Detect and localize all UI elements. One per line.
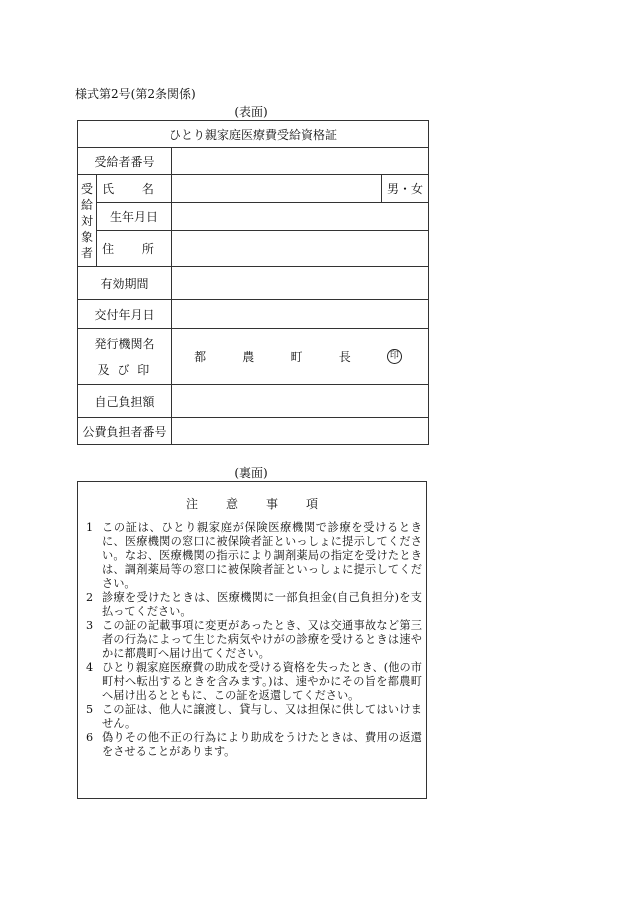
note-item: 6 偽りその他不正の行為により助成をうけたときは、費用の返還をさせることがあります。 <box>86 731 422 758</box>
validity-period-label: 有効期間 <box>78 267 172 300</box>
notes-title: 注 意 事 項 <box>185 497 319 511</box>
eligible-person-label: 受 給 対 象 者 <box>78 175 97 267</box>
address-label: 住 所 <box>97 231 172 267</box>
seal-mark-icon: 印 <box>387 349 402 364</box>
note-item: 4 ひとり親家庭医療費の助成を受ける資格を失ったとき、(他の市町村へ転出するときを含みます。)は、速やかにその旨を都農町へ届け出るとともに、この証を返還してください。 <box>86 661 422 702</box>
note-item: 3 この証の記載事項に変更があったとき、又は交通事故など第三者の行為によって生じた病気やけがの診療を受けるときは速やかに都農町へ届け出てください。 <box>86 619 422 660</box>
note-item: 5 この証は、他人に譲渡し、貸与し、又は担保に供してはいけません。 <box>86 703 422 730</box>
certificate-title: ひとり親家庭医療費受給資格証 <box>78 121 429 148</box>
recipient-number-field <box>172 148 429 175</box>
name-field <box>172 175 382 203</box>
public-payer-number-label: 公費負担者番号 <box>78 418 172 445</box>
validity-period-field <box>172 267 429 300</box>
note-item: 1 この証は、ひとり親家庭が保険医療機関で診療を受けるときに、医療機関の窓口に被保険者証といっしょに提示してください。なお、医療機関の指示により調剤薬局の指定を受けたときは、調剤薬局等の窓口に被保険者証といっしょに提示してください。 <box>86 521 422 590</box>
issuer-seal-field <box>172 329 429 385</box>
notes-list <box>86 521 422 759</box>
issuer-char: 農 <box>242 350 255 364</box>
address-field <box>172 231 429 267</box>
certificate-front-table <box>77 120 429 445</box>
issuer-char: 長 <box>338 350 351 364</box>
note-item: 2 診療を受けたときは、医療機関に一部負担金(自己負担分)を支払ってください。 <box>86 591 422 618</box>
recipient-number-label: 受給者番号 <box>78 148 172 175</box>
issue-date-label: 交付年月日 <box>78 300 172 329</box>
copay-amount-field <box>172 385 429 418</box>
notes-box <box>77 481 427 799</box>
sex-label: 男・女 <box>382 175 429 203</box>
issuer-label: 発行機関名 及 び 印 <box>78 329 172 385</box>
issuer-char: 町 <box>290 350 303 364</box>
issuer-char: 都 <box>194 350 207 364</box>
back-side-label: (裏面) <box>234 466 268 480</box>
form-number-label: 様式第2号(第2条関係) <box>75 87 196 101</box>
birthdate-field <box>172 203 429 231</box>
front-side-label: (表面) <box>234 105 268 119</box>
name-label: 氏 名 <box>97 175 172 203</box>
copay-amount-label: 自己負担額 <box>78 385 172 418</box>
public-payer-number-field <box>172 418 429 445</box>
birthdate-label: 生年月日 <box>97 203 172 231</box>
issue-date-field <box>172 300 429 329</box>
